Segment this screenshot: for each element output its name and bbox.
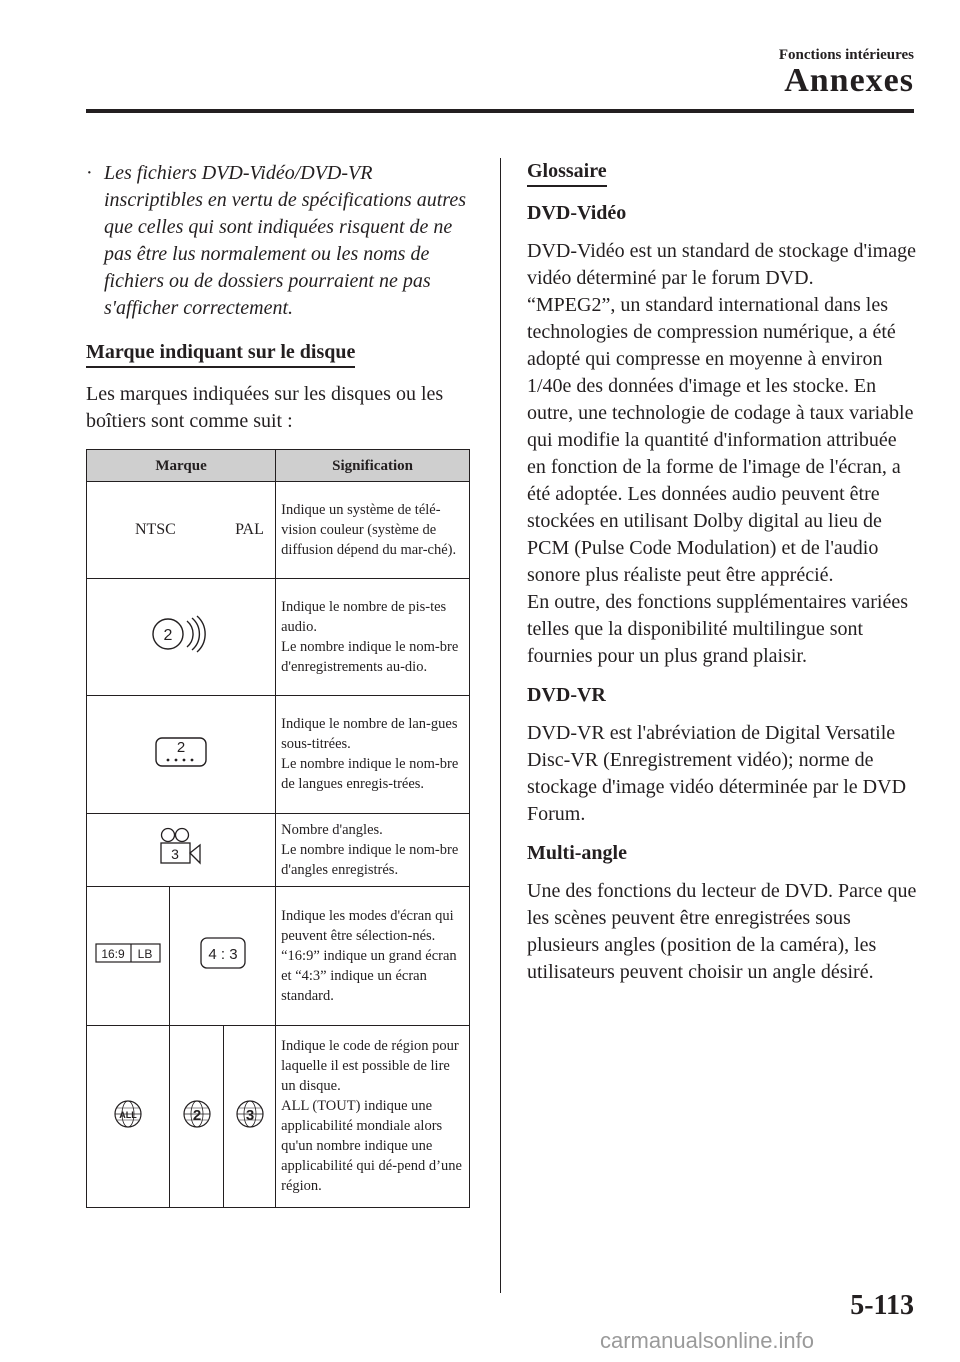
header-rule bbox=[86, 109, 914, 113]
region-all-label: ALL bbox=[119, 1109, 137, 1120]
disc-marks-table bbox=[86, 449, 470, 1208]
mark-ntsc-cell bbox=[87, 482, 224, 579]
ratio-16-9: 16:9 bbox=[101, 947, 125, 961]
mark-angles-cell bbox=[87, 814, 276, 887]
angle-count: 3 bbox=[171, 846, 179, 862]
region-2-label: 2 bbox=[192, 1106, 201, 1124]
mark-region-3-cell bbox=[224, 1026, 276, 1208]
meaning-tv-system: Indique un système de télé-vision couleur (système de diffusion dépend du mar-ché). bbox=[276, 482, 470, 579]
bullet-text: Les fichiers DVD-Vidéo/DVD-VR inscriptibles en vertu de spécifications autres que celles qui sont indiquées risquent de ne pas être lus normalement ou les noms de fichiers ou de dossiers pourraient ne pas s'afficher correctement. bbox=[104, 162, 466, 319]
section-title: Fonctions intérieures bbox=[778, 47, 914, 63]
left-column bbox=[86, 160, 472, 1208]
letterbox-label: LB bbox=[137, 947, 153, 961]
mark-audio-cell bbox=[87, 579, 276, 696]
page-number: 5-113 bbox=[850, 1290, 914, 1321]
standard-screen-icon bbox=[199, 936, 247, 970]
bullet-mark: · bbox=[86, 162, 93, 184]
header-marque: Marque bbox=[87, 450, 276, 482]
audio-count: 2 bbox=[163, 627, 173, 644]
table-row bbox=[87, 814, 470, 887]
mark-widescreen-cell bbox=[87, 887, 170, 1026]
bullet-note bbox=[86, 160, 472, 322]
widescreen-icon bbox=[95, 941, 161, 965]
table-row bbox=[87, 887, 470, 1026]
glossary-term-dvd-video: DVD-Vidéo bbox=[527, 202, 627, 224]
mark-pal: PAL bbox=[235, 521, 264, 538]
chapter-title: Annexes bbox=[784, 62, 914, 99]
subtitle-count: 2 bbox=[176, 738, 186, 756]
table-row bbox=[87, 482, 470, 579]
glossary-term-multi-angle: Multi-angle bbox=[527, 842, 627, 864]
meaning-audio: Indique le nombre de pis-tes audio. Le nombre indique le nom-bre d'enregistrements au-dio. bbox=[276, 579, 470, 696]
glossary-term-dvd-vr: DVD-VR bbox=[527, 684, 606, 706]
meaning-angles: Nombre d'angles. Le nombre indique le nom-bre d'angles enregistrés. bbox=[276, 814, 470, 887]
ratio-4-3: 4 : 3 bbox=[208, 946, 238, 963]
marks-intro: Les marques indiquées sur les disques ou les boîtiers sont comme suit : bbox=[86, 383, 444, 432]
region-3-label: 3 bbox=[245, 1106, 254, 1124]
table-header-row bbox=[87, 450, 470, 482]
column-divider bbox=[500, 158, 501, 1293]
glossary-def-dvd-video: DVD-Vidéo est un standard de stockage d'image vidéo déterminé par le forum DVD. “MPEG2”, un standard international dans les technologies de compression numérique, a été adopté qui compresse en moyenne à environ 1/40e des données d'image et les stocke. En outre, une technologie de codage à taux variable qui modifie la quantité d'information attribuée en fonction de la forme de l'image de l'écran, a été adoptée. Les données audio peuvent être stockées en utilisant Dolby digital au lieu de PCM (Pulse Code Modulation) et de l'audio sonore plus réaliste peut être apprécié. En outre, des fonctions supplémentaires variées telles que la disponibilité multilingue sont fournies pour un plus grand plaisir. bbox=[527, 240, 916, 667]
audio-tracks-icon bbox=[151, 614, 211, 654]
camera-angles-icon bbox=[156, 826, 206, 868]
glossary-def-dvd-vr: DVD-VR est l'abréviation de Digital Versatile Disc-VR (Enregistrement vidéo); norme de stockage d'image vidéo déterminée par le DVD Forum. bbox=[527, 722, 907, 825]
watermark: carmanualsonline.info bbox=[600, 1328, 815, 1353]
meaning-subtitles: Indique le nombre de lan-gues sous-titrées. Le nombre indique le nom-bre de langues enregis-trées. bbox=[276, 696, 470, 814]
header-signification: Signification bbox=[276, 450, 470, 482]
table-row bbox=[87, 1026, 470, 1208]
meaning-screen-modes: Indique les modes d'écran qui peuvent être sélection-nés. “16:9” indique un grand écran et “4:3” indique un écran standard. bbox=[276, 887, 470, 1026]
marks-section-heading: Marque indiquant sur le disque bbox=[86, 339, 355, 368]
glossary-def-multi-angle: Une des fonctions du lecteur de DVD. Parce que les scènes peuvent être enregistrées sous plusieurs angles (position de la caméra), les utilisateurs peuvent choisir un angle désiré. bbox=[527, 880, 917, 983]
glossary-heading: Glossaire bbox=[527, 158, 607, 187]
mark-standard-screen-cell bbox=[170, 887, 276, 1026]
mark-region-2-cell bbox=[170, 1026, 224, 1208]
mark-pal-cell bbox=[224, 482, 276, 579]
mark-ntsc: NTSC bbox=[134, 521, 176, 538]
meaning-region: Indique le code de région pour laquelle il est possible de lire un disque. ALL (TOUT) indique une applicabilité mondiale alors qu'un nombre indique une applicabilité qui dé-pend d’une région. bbox=[276, 1026, 470, 1208]
region-3-globe-icon bbox=[235, 1099, 265, 1129]
mark-region-all-cell bbox=[87, 1026, 170, 1208]
region-2-globe-icon bbox=[182, 1099, 212, 1129]
region-all-globe-icon bbox=[113, 1099, 143, 1129]
right-column bbox=[527, 158, 919, 986]
table-row bbox=[87, 696, 470, 814]
subtitles-icon bbox=[154, 732, 208, 772]
mark-subtitles-cell bbox=[87, 696, 276, 814]
table-row bbox=[87, 579, 470, 696]
